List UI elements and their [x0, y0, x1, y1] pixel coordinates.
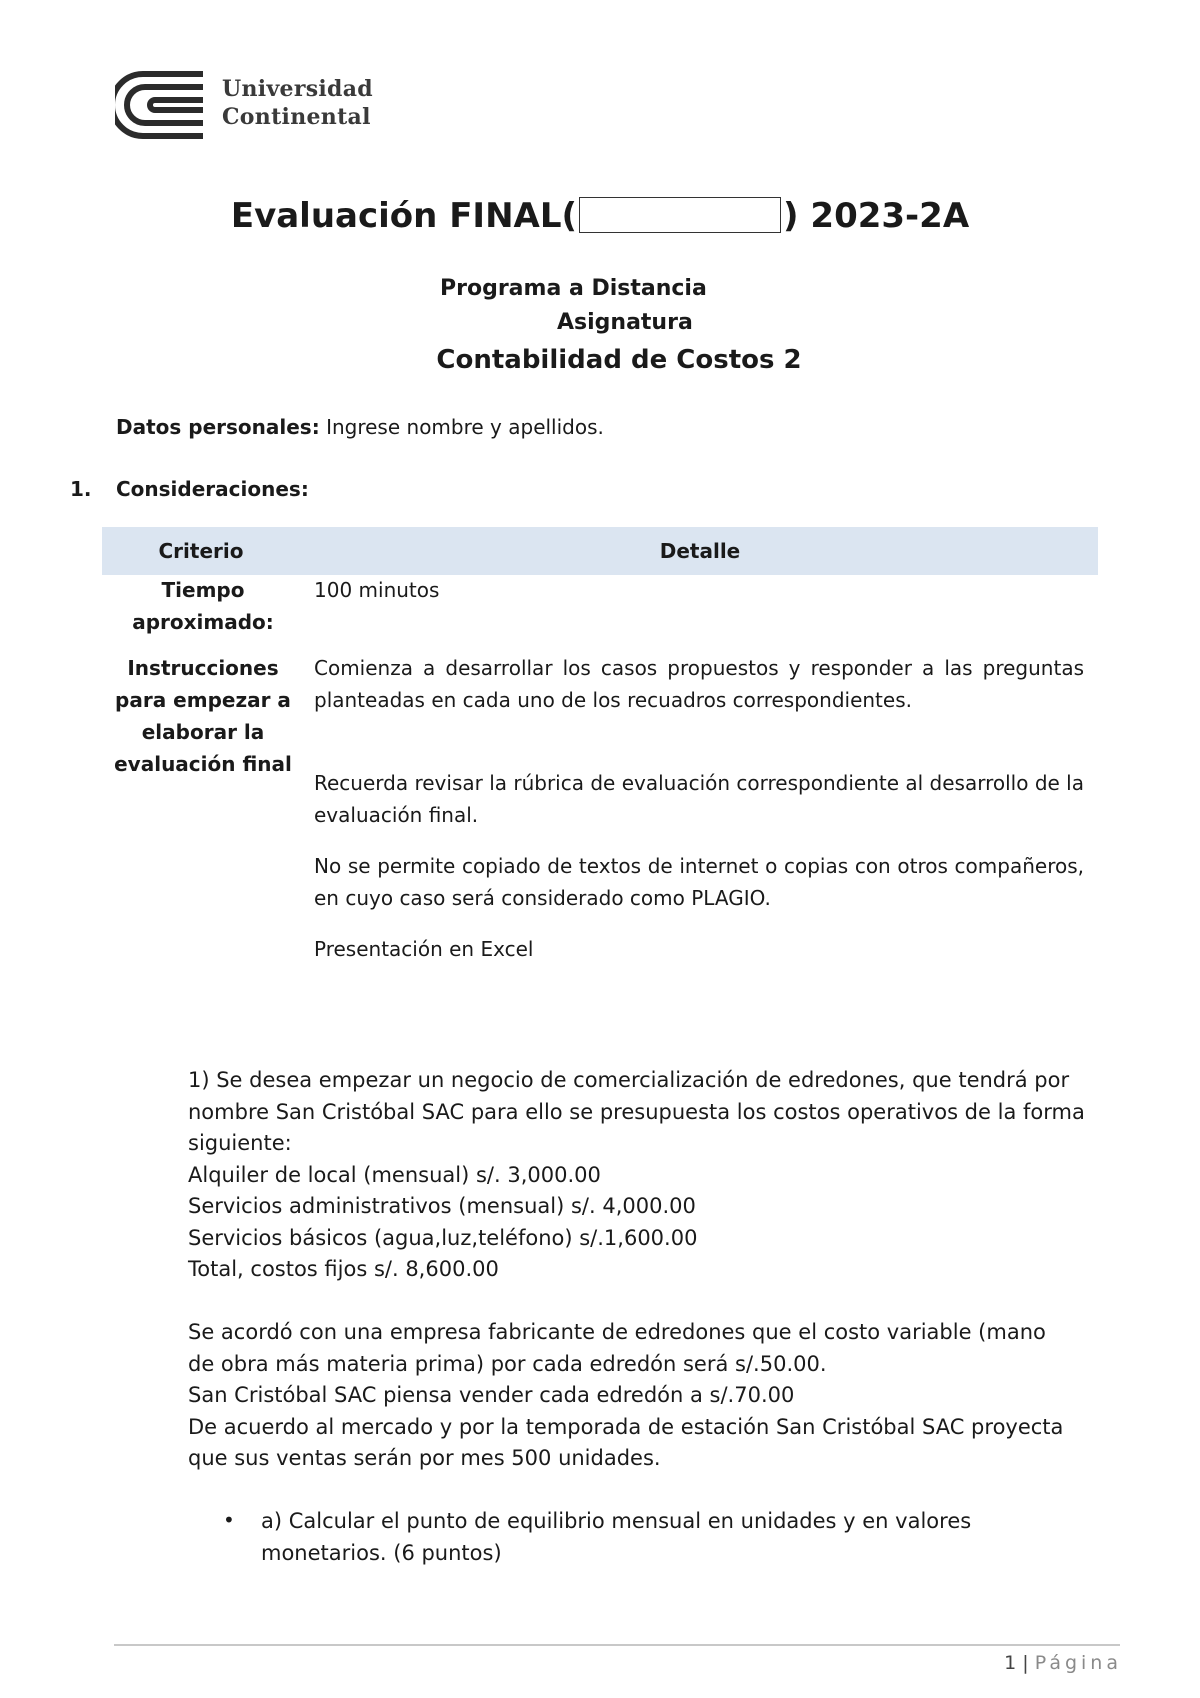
section-title: Consideraciones:: [116, 477, 309, 501]
criterio-line: aproximado:: [132, 610, 274, 634]
problem-line: de obra más materia prima) por cada edredón será s/.50.00.: [188, 1351, 827, 1376]
personal-data-label: Datos personales:: [116, 415, 320, 439]
university-logo: [115, 70, 373, 140]
exam-title-suffix: ) 2023-2A: [783, 196, 970, 236]
problem-line: Se acordó con una empresa fabricante de edredones que el costo variable (mano: [188, 1320, 1046, 1344]
table-header: [102, 527, 1098, 575]
problem-line: Servicios básicos (agua,luz,teléfono) s/.1,600.00: [188, 1225, 698, 1250]
table-row-detalle-paragraph: Presentación en Excel: [314, 937, 534, 961]
criterio-line: elaborar la: [141, 720, 265, 744]
page-separator: |: [1016, 1652, 1035, 1674]
problem-line: San Cristóbal SAC piensa vender cada edredón a s/.70.00: [188, 1383, 795, 1407]
subject-label: Asignatura: [557, 310, 693, 335]
page-word: Página: [1034, 1652, 1122, 1674]
exam-title-blank-box: [579, 197, 781, 233]
problem-line: Alquiler de local (mensual) s/. 3,000.00: [188, 1162, 601, 1187]
problem-line: 1) Se desea empezar un negocio de comercialización de edredones, que tendrá por: [188, 1068, 1070, 1092]
footer-divider: [114, 1644, 1120, 1646]
problem-line: Total, costos fijos s/. 8,600.00: [188, 1257, 499, 1281]
problem-line: que sus ventas serán por mes 500 unidades.: [188, 1446, 661, 1470]
criterio-line: Instrucciones: [127, 656, 279, 680]
table-row-criterio: [102, 574, 304, 638]
program-label: Programa a Distancia: [440, 276, 707, 301]
question-line: monetarios. (6 puntos): [261, 1540, 502, 1565]
logo-text-line1: Universidad: [222, 76, 373, 102]
problem-intro: [188, 1065, 1118, 1286]
problem-body: [188, 1317, 1118, 1475]
criterio-line: evaluación final: [114, 752, 292, 776]
problem-line: De acuerdo al mercado y por la temporada de estación San Cristóbal SAC proyecta: [188, 1414, 1064, 1439]
criterio-line: para empezar a: [115, 688, 291, 712]
table-row-detalle-paragraph: Comienza a desarrollar los casos propuestos y responder a las preguntas planteadas en cada uno de los recuadros correspondientes.: [314, 656, 1084, 712]
column-header-criterio: Criterio: [158, 539, 244, 563]
exam-title: [0, 196, 1200, 236]
table-row-detalle-paragraph: No se permite copiado de textos de internet o copias con otros compañeros, en cuyo caso será considerado como PLAGIO.: [314, 854, 1084, 910]
page-number: 1: [1004, 1652, 1017, 1674]
university-logo-icon: [115, 70, 210, 140]
course-title: Contabilidad de Costos 2: [436, 345, 802, 375]
personal-data-value: Ingrese nombre y apellidos.: [319, 415, 604, 439]
bullet-icon: •: [223, 1508, 235, 1532]
exam-title-prefix: Evaluación FINAL(: [230, 196, 578, 236]
logo-text-line2: Continental: [222, 104, 371, 130]
personal-data: [116, 415, 604, 439]
question-line: a) Calcular el punto de equilibrio mensual en unidades y en valores: [261, 1509, 972, 1533]
problem-line: siguiente:: [188, 1131, 292, 1155]
column-header-detalle: Detalle: [659, 539, 741, 563]
problem-line: Servicios administrativos (mensual) s/. 4,000.00: [188, 1194, 696, 1218]
table-row-detalle: 100 minutos: [314, 578, 440, 602]
question-a: [261, 1506, 1121, 1569]
section-number: 1.: [70, 477, 92, 501]
problem-line: nombre San Cristóbal SAC para ello se presupuesta los costos operativos de la forma: [188, 1099, 1085, 1124]
table-row-detalle-paragraph: Recuerda revisar la rúbrica de evaluación correspondiente al desarrollo de la evaluación final.: [314, 771, 1084, 827]
table-row-criterio: [102, 652, 304, 780]
page-footer: [0, 1652, 1122, 1674]
criterio-line: Tiempo: [161, 578, 245, 602]
